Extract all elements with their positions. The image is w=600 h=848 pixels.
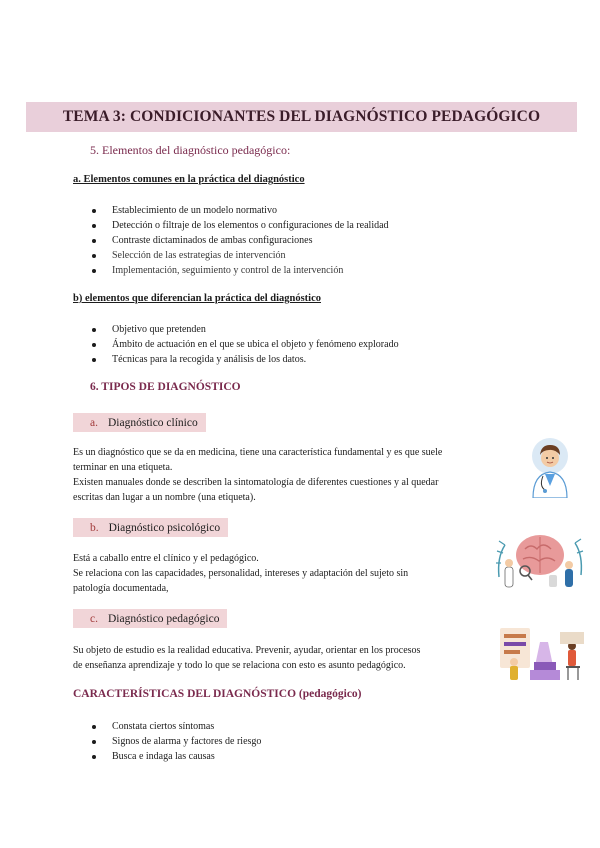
bullet-icon — [92, 343, 96, 347]
caracteristicas-list — [90, 719, 261, 764]
list-item: Constata ciertos síntomas — [90, 719, 261, 734]
bullet-icon — [92, 740, 96, 744]
clinico-heading: a. Diagnóstico clínico — [73, 413, 206, 432]
education-illustration — [494, 622, 590, 682]
list-item: Busca e indaga las causas — [90, 749, 261, 764]
bullet-icon — [92, 254, 96, 258]
section-5-heading: 5. Elementos del diagnóstico pedagógico: — [90, 143, 291, 157]
caracteristicas-heading: CARACTERÍSTICAS DEL DIAGNÓSTICO (pedagógico) — [73, 688, 362, 700]
bullet-icon — [92, 224, 96, 228]
page-title: TEMA 3: CONDICIONANTES DEL DIAGNÓSTICO PEDAGÓGICO — [62, 108, 541, 125]
psicologico-paragraph: Está a caballo entre el clínico y el pedagógico. Se relaciona con las capacidades, personalidad, intereses y adaptación del sujeto sin patología documentada, — [73, 553, 409, 594]
bullet-icon — [92, 358, 96, 362]
list-item: Contraste dictaminados de ambas configuraciones — [90, 233, 389, 248]
pedagogico-paragraph: Su objeto de estudio es la realidad educativa. Prevenir, ayudar, orientar en los procesos de enseñanza aprendizaje y todo lo que se relaciona con esto es asunto pedagógico. — [73, 645, 421, 671]
bullet-icon — [92, 239, 96, 243]
bullet-icon — [92, 269, 96, 273]
bullet-icon — [92, 725, 96, 729]
bullet-icon — [92, 209, 96, 213]
part-a-list — [90, 203, 389, 278]
clinico-paragraph: Es un diagnóstico que se da en medicina, tiene una característica fundamental y es que suele terminar en una etiqueta. Existen manuales donde se describen la sintomatología de diferentes cuestiones y al quedar escritas dan lugar a un nombre (una etiqueta). — [73, 447, 443, 503]
pedagogico-heading: c. Diagnóstico pedagógico — [73, 609, 227, 628]
brain-illustration — [495, 527, 585, 591]
list-item: Selección de las estrategias de intervención — [90, 248, 389, 263]
part-b-heading: b) elementos que diferencian la práctica del diagnóstico — [73, 293, 321, 304]
section-6-heading: 6. TIPOS DE DIAGNÓSTICO — [90, 381, 241, 393]
part-b-list — [90, 322, 399, 367]
list-item: Técnicas para la recogida y análisis de los datos. — [90, 352, 399, 367]
psicologico-heading: b. Diagnóstico psicológico — [73, 518, 228, 537]
list-item: Signos de alarma y factores de riesgo — [90, 734, 261, 749]
list-item: Implementación, seguimiento y control de la intervención — [90, 263, 389, 278]
doctor-illustration — [525, 436, 575, 498]
title-bar — [26, 102, 577, 132]
bullet-icon — [92, 755, 96, 759]
list-item: Objetivo que pretenden — [90, 322, 399, 337]
bullet-icon — [92, 328, 96, 332]
list-item: Detección o filtraje de los elementos o configuraciones de la realidad — [90, 218, 389, 233]
list-item: Establecimiento de un modelo normativo — [90, 203, 389, 218]
list-item: Ámbito de actuación en el que se ubica el objeto y fenómeno explorado — [90, 337, 399, 352]
part-a-heading: a. Elementos comunes en la práctica del diagnóstico — [73, 174, 305, 185]
